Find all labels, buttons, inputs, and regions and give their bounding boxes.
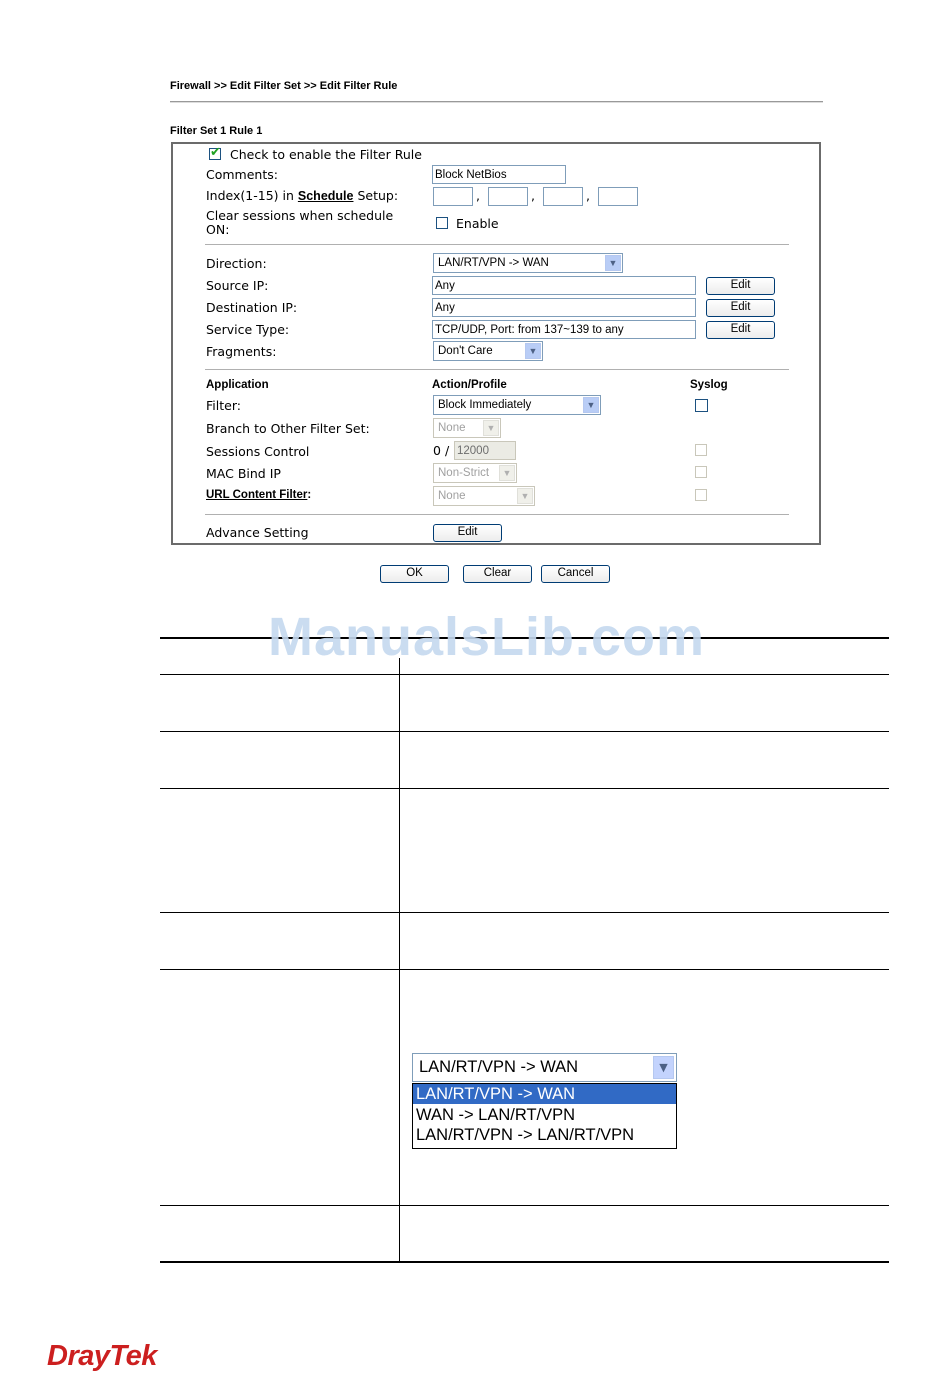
source-ip-input[interactable] [432, 276, 696, 295]
ok-button[interactable]: OK [380, 565, 449, 583]
index-separator: , [586, 188, 590, 203]
sessions-max-input[interactable] [454, 441, 516, 460]
destination-ip-input[interactable] [432, 298, 696, 317]
clear-sessions-enable-label: Enable [456, 216, 499, 231]
cancel-button[interactable]: Cancel [541, 565, 610, 583]
service-type-input[interactable] [432, 320, 696, 339]
index-separator: , [476, 188, 480, 203]
enable-rule-checkbox[interactable] [209, 145, 221, 160]
table-row-border [160, 1205, 889, 1206]
section-divider [205, 244, 789, 245]
url-filter-syslog-checkbox[interactable] [695, 489, 707, 501]
advance-setting-edit-button[interactable]: Edit [433, 524, 502, 542]
syslog-header: Syslog [690, 379, 728, 391]
index-separator: , [531, 188, 535, 203]
chevron-down-icon: ▼ [583, 397, 599, 413]
section-divider [205, 514, 789, 515]
url-content-filter-select[interactable]: None ▼ [433, 486, 535, 506]
clear-sessions-label-2: ON: [206, 222, 230, 237]
fragments-label: Fragments: [206, 344, 277, 359]
clear-sessions-label: Clear sessions when schedule [206, 208, 394, 223]
destination-ip-edit-button[interactable]: Edit [706, 299, 775, 317]
table-row-border [160, 969, 889, 970]
direction-dropdown-list [412, 1083, 677, 1149]
service-type-edit-button[interactable]: Edit [706, 321, 775, 339]
branch-filter-set-label: Branch to Other Filter Set: [206, 421, 370, 436]
advance-setting-label: Advance Setting [206, 525, 309, 540]
url-content-filter-link[interactable]: URL Content Filter [206, 489, 308, 501]
direction-select[interactable]: LAN/RT/VPN -> WAN ▼ [433, 253, 623, 273]
comments-label: Comments: [206, 167, 278, 182]
mac-bind-ip-label: MAC Bind IP [206, 466, 281, 481]
application-header: Application [206, 379, 269, 391]
section-divider [205, 369, 789, 370]
schedule-index-4[interactable] [598, 187, 638, 206]
breadcrumb-divider [170, 101, 823, 103]
sessions-current: 0 / [433, 443, 450, 458]
draytek-logo: DrayTek [47, 1340, 157, 1372]
chevron-down-icon: ▼ [517, 488, 533, 504]
schedule-index-2[interactable] [488, 187, 528, 206]
mac-bind-syslog-checkbox[interactable] [695, 466, 707, 478]
table-row-border [160, 912, 889, 913]
comments-input[interactable] [432, 165, 566, 184]
table-row-border [160, 788, 889, 789]
clear-button[interactable]: Clear [463, 565, 532, 583]
schedule-index-3[interactable] [543, 187, 583, 206]
chevron-down-icon: ▼ [653, 1056, 674, 1079]
clear-sessions-enable-checkbox[interactable] [436, 217, 448, 229]
check-icon: ✔ [210, 145, 221, 160]
service-type-label: Service Type: [206, 322, 290, 337]
enable-rule-label: Check to enable the Filter Rule [230, 147, 422, 162]
schedule-link[interactable]: Schedule [297, 189, 354, 203]
dropdown-option[interactable]: LAN/RT/VPN -> LAN/RT/VPN [416, 1126, 635, 1144]
table-row-border [160, 674, 889, 675]
table-column-divider [399, 658, 400, 1262]
destination-ip-label: Destination IP: [206, 300, 298, 315]
chevron-down-icon: ▼ [499, 465, 515, 481]
sessions-syslog-checkbox[interactable] [695, 444, 707, 456]
chevron-down-icon: ▼ [483, 420, 499, 436]
table-row-border [160, 731, 889, 732]
mac-bind-ip-select[interactable]: Non-Strict ▼ [433, 463, 517, 483]
sessions-control-label: Sessions Control [206, 444, 310, 459]
filter-set-title: Filter Set 1 Rule 1 [170, 125, 263, 137]
dropdown-option[interactable]: LAN/RT/VPN -> WAN [413, 1084, 676, 1104]
source-ip-label: Source IP: [206, 278, 269, 293]
dropdown-option[interactable]: WAN -> LAN/RT/VPN [416, 1106, 576, 1124]
chevron-down-icon: ▼ [525, 343, 541, 359]
source-ip-edit-button[interactable]: Edit [706, 277, 775, 295]
fragments-select[interactable]: Don't Care ▼ [433, 341, 543, 361]
schedule-index-1[interactable] [433, 187, 473, 206]
filter-label: Filter: [206, 398, 241, 413]
url-content-filter-label: URL Content Filter: [206, 489, 312, 501]
index-label: Index(1-15) in Schedule Setup: [206, 188, 399, 203]
filter-syslog-checkbox[interactable] [695, 399, 708, 412]
action-profile-header: Action/Profile [432, 379, 507, 391]
chevron-down-icon: ▼ [605, 255, 621, 271]
breadcrumb: Firewall >> Edit Filter Set >> Edit Filter Rule [170, 80, 398, 92]
branch-filter-set-select[interactable]: None ▼ [433, 418, 501, 438]
direction-label: Direction: [206, 256, 267, 271]
filter-action-select[interactable]: Block Immediately ▼ [433, 395, 601, 415]
watermark: ManualsLib.com [268, 607, 706, 667]
direction-dropdown-example[interactable]: LAN/RT/VPN -> WAN ▼ [412, 1053, 677, 1082]
table-bottom-border [160, 1261, 889, 1263]
